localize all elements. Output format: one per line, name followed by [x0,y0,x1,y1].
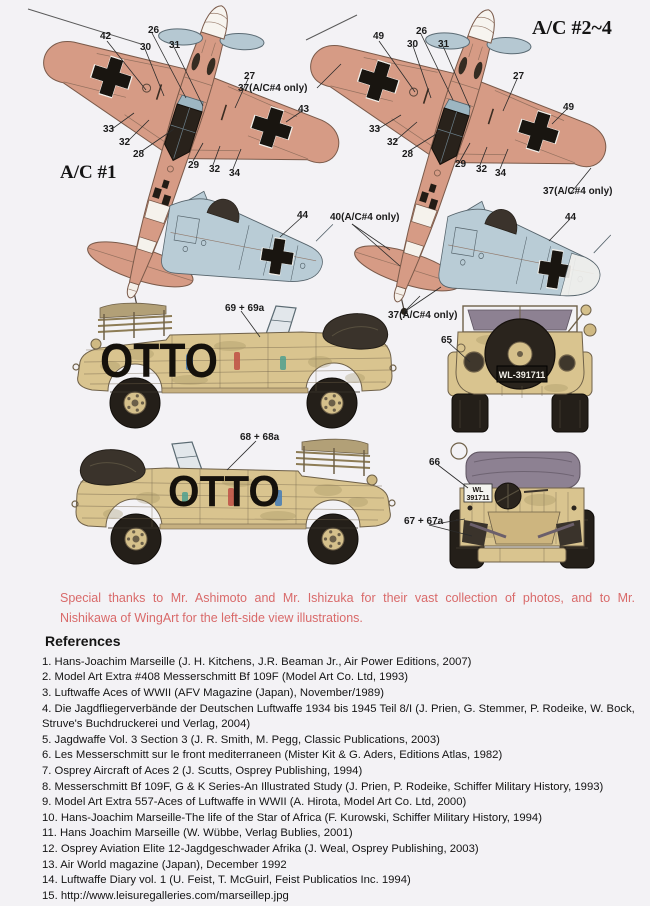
aircraft-top-view-1 [0,0,368,354]
callout: 43 [298,104,310,115]
reference-item: 9. Model Art Extra 557-Aces of Luftwaffe in WWII (A. Hirota, Model Art Co. Ltd, 2000) [42,796,467,809]
otto-marking-top: OTTO [100,335,218,388]
reference-item: 10. Hans-Joachim Marseille-The life of the Star of Africa (F. Kurowski, Schiffer Military History, 1994) [42,811,542,824]
callout: 26 [416,26,428,37]
callout: 30 [140,42,152,53]
reference-item: 7. Osprey Aircraft of Aces 2 (J. Scutts, Osprey Publishing, 1994) [42,764,363,777]
callout-ac4-only: 37(A/C#4 only) [543,186,613,197]
callout: 69 + 69a [225,303,265,314]
callout: 34 [495,168,507,179]
callout: 44 [297,210,309,221]
callout-ac4-only: 40(A/C#4 only) [330,212,400,223]
reference-item: 15. http://www.leisuregalleries.com/marseillep.jpg [42,889,289,902]
reference-item: 2. Model Art Extra #408 Messerschmitt Bf 109F (Model Art Co. Ltd, 1993) [42,671,409,684]
reference-item: 3. Luftwaffe Aces of WWII (AFV Magazine (Japan), November/1989) [42,686,384,699]
reference-item: 5. Jagdwaffe Vol. 3 Section 3 (J. R. Smith, M. Pegg, Classic Publications, 2003) [42,733,440,746]
callout: 32 [119,137,131,148]
callout: 44 [565,212,577,223]
callout: 68 + 68a [240,432,280,443]
rear-license-plate-line1: WL [472,487,484,494]
reference-item: 12. Osprey Aviation Elite 12-Jagdgeschwader Afrika (J. Weal, Osprey Publishing, 2003) [42,842,479,855]
front-license-plate: WL-391711 [498,370,546,380]
rear-license-plate-line2: 391711 [466,495,490,502]
callout: 32 [387,137,399,148]
reference-item: 8. Messerschmitt Bf 109F, G & K Series-An Illustrated Study (J. Prien, P. Rodeike, Schiffer Military History, 1993) [42,780,604,793]
reference-item: 1. Hans-Joachim Marseille (J. H. Kitchens, J.R. Beaman Jr., Air Power Editions, 2007) [42,655,472,668]
callout: 31 [169,40,181,51]
callout: 34 [229,168,241,179]
callout: 28 [133,149,145,160]
kubelwagen-front-view [448,305,596,432]
callout: 49 [373,31,385,42]
kubelwagen-rear-view [450,443,594,568]
callout: 67 + 67a [404,516,444,527]
reference-item: 14. Luftwaffe Diary vol. 1 (U. Feist, T. McGuirl, Feist Publicatios Inc. 1994) [42,874,411,887]
callout: 28 [402,149,414,160]
callout: 29 [455,159,467,170]
callout: 33 [369,124,381,135]
reference-item: 13. Air World magazine (Japan), December 1992 [42,858,287,871]
callout-ac4-only: 37(A/C#4 only) [388,310,458,321]
callout: 30 [407,39,419,50]
reference-item: 6. Les Messerschmitt sur le front mediterraneen (Mister Kit & G. Aders, Editions Atlas, 1982) [42,749,503,762]
aircraft-1-label: A/C #1 [60,162,117,183]
special-thanks-note [60,588,635,628]
callout: 31 [438,39,450,50]
callout: 26 [148,25,160,36]
reference-item: 11. Hans Joachim Marseille (W. Wübbe, Verlag Bublies, 2001) [42,827,353,840]
aircraft-2-4-label: A/C #2~4 [532,17,612,39]
note-line-1: Special thanks to Mr. Ashimoto and Mr. Ishizuka for their vast collection of photos, and to Mr. [60,591,635,605]
note-line-2: Nishikawa of WingArt for the left-side view illustrations. [60,611,363,625]
callout: 27 [244,71,256,82]
references-section [42,633,638,904]
callout: 65 [441,335,453,346]
callout: 42 [100,31,112,42]
aircraft-top-view-2 [247,0,635,358]
callout: 66 [429,457,441,468]
callout: 33 [103,124,115,135]
references-heading: References [45,633,121,649]
callout: 32 [476,164,488,175]
callout: 49 [563,102,575,113]
callout: 27 [513,71,525,82]
callout: 32 [209,164,221,175]
callout: 29 [188,160,200,171]
fuselage-side-view-right [437,196,613,311]
callout-ac4-only: 37(A/C#4 only) [238,83,308,94]
otto-marking-bottom: OTTO [168,467,280,516]
reference-item: 4. Die Jagdfliegerverbände der Deutschen Luftwaffe 1934 bis 1945 Teil 8/I (J. Prien, G. Stemmer, P. Rodeike, W. Bock, Struve's Buchdruckerei und Verlag, 2004) [42,702,635,731]
